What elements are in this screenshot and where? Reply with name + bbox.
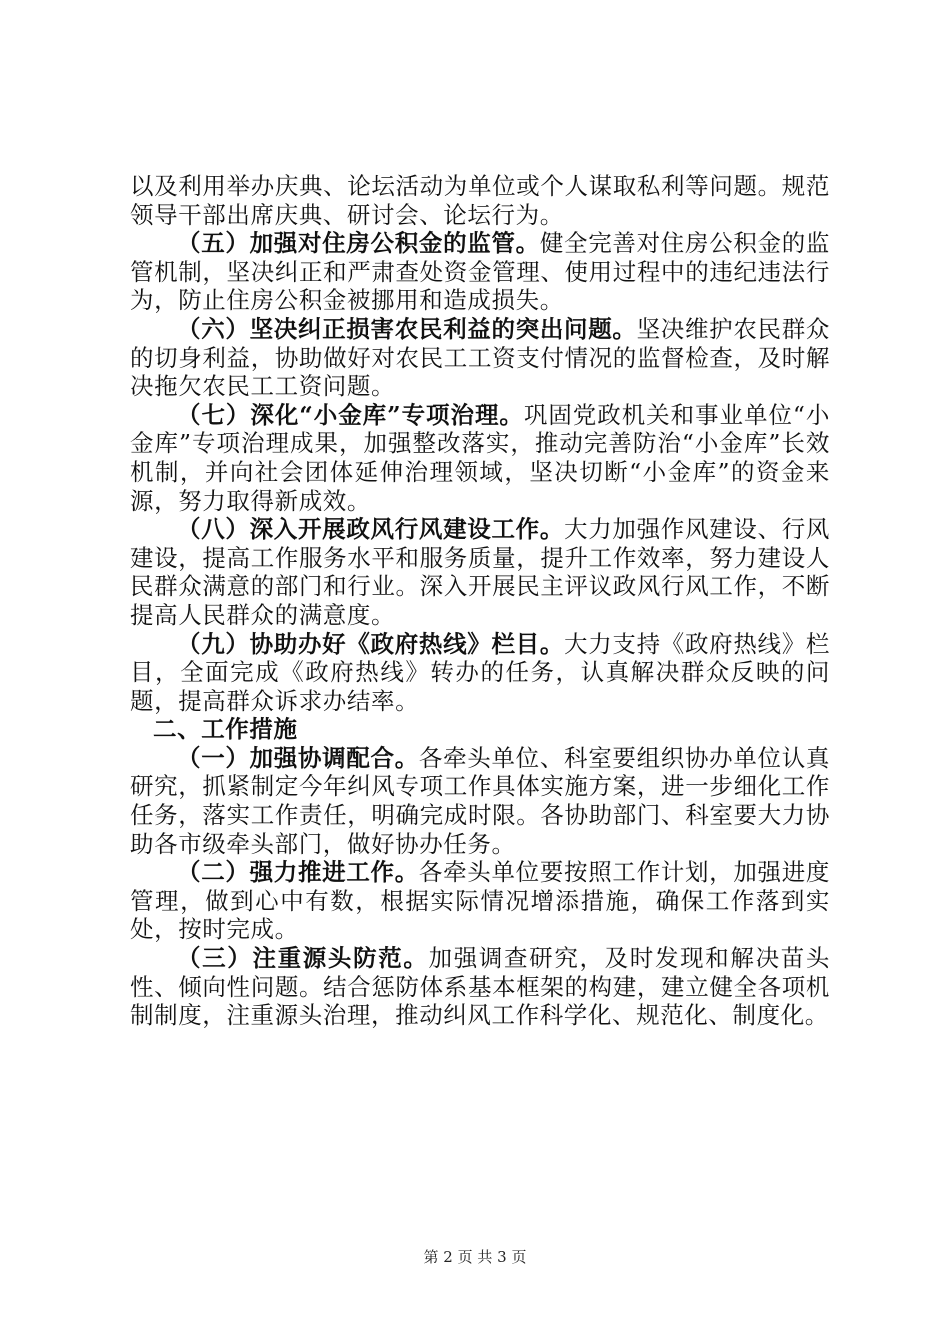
section-heading	[130, 715, 830, 744]
document-body	[130, 172, 830, 1030]
paragraph-heading: （一）加强协调配合。	[177, 743, 419, 772]
paragraph-continuation	[130, 172, 830, 229]
section-title: 二、工作措施	[153, 715, 298, 744]
paragraph-body: 加强调查研究，及时发现和解决苗头性、倾向性问题。结合惩防体系基本框架的构建，建立健全各项机制制度，注重源头治理，推动纠风工作科学化、规范化、制度化。	[130, 944, 830, 1030]
paragraph-text: 以及利用举办庆典、论坛活动为单位或个人谋取私利等问题。规范领导干部出席庆典、研讨会、论坛行为。	[130, 172, 830, 229]
paragraph-item-7	[130, 401, 830, 515]
page-number-label: 第 2 页 共 3 页	[423, 1248, 527, 1266]
paragraph-heading: （六）坚决纠正损害农民利益的突出问题。	[177, 314, 637, 343]
paragraph-body: 健全完善对住房公积金的监管机制，坚决纠正和严肃查处资金管理、使用过程中的违纪违法行为，防止住房公积金被挪用和造成损失。	[130, 229, 830, 315]
page-footer	[0, 1246, 950, 1267]
paragraph-measure-2	[130, 858, 830, 944]
paragraph-heading: （七）深化“小金库”专项治理。	[177, 400, 524, 429]
paragraph-body: 坚决维护农民群众的切身利益，协助做好对农民工工资支付情况的监督检查，及时解决拖欠农民工工资问题。	[130, 314, 830, 401]
paragraph-measure-3	[130, 944, 830, 1030]
paragraph-body: 各牵头单位、科室要组织协办单位认真研究，抓紧制定今年纠风专项工作具体实施方案，进一步细化工作任务，落实工作责任，明确完成时限。各协助部门、科室要大力协助各市级牵头部门，做好协办任务。	[130, 743, 831, 858]
paragraph-item-6	[130, 315, 830, 401]
paragraph-heading: （二）强力推进工作。	[177, 858, 419, 887]
paragraph-heading: （五）加强对住房公积金的监管。	[177, 229, 540, 258]
paragraph-item-9	[130, 630, 830, 716]
paragraph-item-5	[130, 229, 830, 315]
paragraph-measure-1	[130, 744, 830, 858]
paragraph-body: 大力支持《政府热线》栏目，全面完成《政府热线》转办的任务，认真解决群众反映的问题，提高群众诉求办结率。	[130, 629, 830, 715]
paragraph-body: 大力加强作风建设、行风建设，提高工作服务水平和服务质量，提升工作效率，努力建设人民群众满意的部门和行业。深入开展民主评议政风行风工作，不断提高人民群众的满意度。	[130, 515, 830, 629]
paragraph-item-8	[130, 515, 830, 629]
paragraph-heading: （三）注重源头防范。	[177, 944, 429, 973]
paragraph-body: 各牵头单位要按照工作计划，加强进度管理，做到心中有数，根据实际情况增添措施，确保工作落到实处，按时完成。	[130, 858, 831, 944]
paragraph-heading: （九）协助办好《政府热线》栏目。	[177, 629, 565, 658]
paragraph-heading: （八）深入开展政风行风建设工作。	[177, 515, 565, 544]
paragraph-body: 巩固党政机关和事业单位“小金库”专项治理成果，加强整改落实，推动完善防治“小金库”长效机制，并向社会团体延伸治理领域，坚决切断“小金库”的资金来源，努力取得新成效。	[130, 400, 830, 515]
